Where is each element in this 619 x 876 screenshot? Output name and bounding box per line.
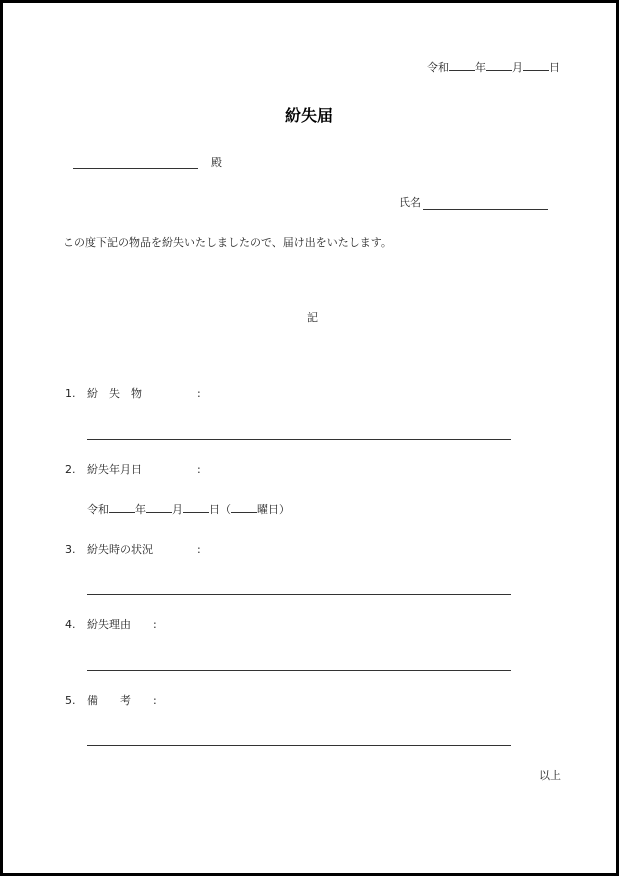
item-1-label: 紛 失 物 xyxy=(87,387,142,400)
item-1-number: 1. xyxy=(65,387,76,400)
item-5-number: 5. xyxy=(65,694,76,707)
addressee-line[interactable] xyxy=(73,168,198,169)
item-4-number: 4. xyxy=(65,618,76,631)
date-day-unit: 日 xyxy=(549,61,560,74)
month-blank[interactable] xyxy=(486,60,512,71)
page-title: 紛失届 xyxy=(285,106,334,125)
item-5-answer-line[interactable] xyxy=(87,745,511,746)
item-1-answer-line[interactable] xyxy=(87,439,511,440)
loss-date-weekday-unit: 曜日） xyxy=(257,503,290,516)
item-3-label: 紛失時の状況 xyxy=(87,543,153,556)
item-5-colon: : xyxy=(153,694,157,707)
year-blank[interactable] xyxy=(449,60,475,71)
loss-year-blank[interactable] xyxy=(109,502,135,513)
item-3-colon: : xyxy=(197,543,201,556)
date-era: 令和 xyxy=(427,61,449,74)
addressee-honorific: 殿 xyxy=(211,156,222,169)
item-2-label: 紛失年月日 xyxy=(87,463,142,476)
item-4-label: 紛失理由 xyxy=(87,618,131,631)
statement-text: この度下記の物品を紛失いたしましたので、届け出をいたします。 xyxy=(63,236,392,249)
loss-weekday-blank[interactable] xyxy=(231,502,257,513)
item-3-answer-line[interactable] xyxy=(87,594,511,595)
day-blank[interactable] xyxy=(523,60,549,71)
item-3-number: 3. xyxy=(65,543,76,556)
date-year-unit: 年 xyxy=(475,61,486,74)
item-5-label: 備 考 xyxy=(87,694,131,707)
item-4-colon: : xyxy=(153,618,157,631)
closing-text: 以上 xyxy=(539,769,561,782)
loss-date-year-unit: 年 xyxy=(135,503,146,516)
item-2-number: 2. xyxy=(65,463,76,476)
loss-date-row xyxy=(87,502,290,517)
loss-date-day-unit: 日 xyxy=(209,503,220,516)
loss-date-era: 令和 xyxy=(87,503,109,516)
signer-name-line[interactable] xyxy=(423,209,548,210)
signer-label: 氏名 xyxy=(399,196,421,209)
ki-heading: 記 xyxy=(307,311,318,324)
date-month-unit: 月 xyxy=(512,61,523,74)
loss-month-blank[interactable] xyxy=(146,502,172,513)
item-2-colon: : xyxy=(197,463,201,476)
item-1-colon: : xyxy=(197,387,201,400)
loss-date-open-paren: （ xyxy=(220,503,231,516)
item-4-answer-line[interactable] xyxy=(87,670,511,671)
loss-date-month-unit: 月 xyxy=(172,503,183,516)
header-date xyxy=(427,60,560,75)
loss-day-blank[interactable] xyxy=(183,502,209,513)
